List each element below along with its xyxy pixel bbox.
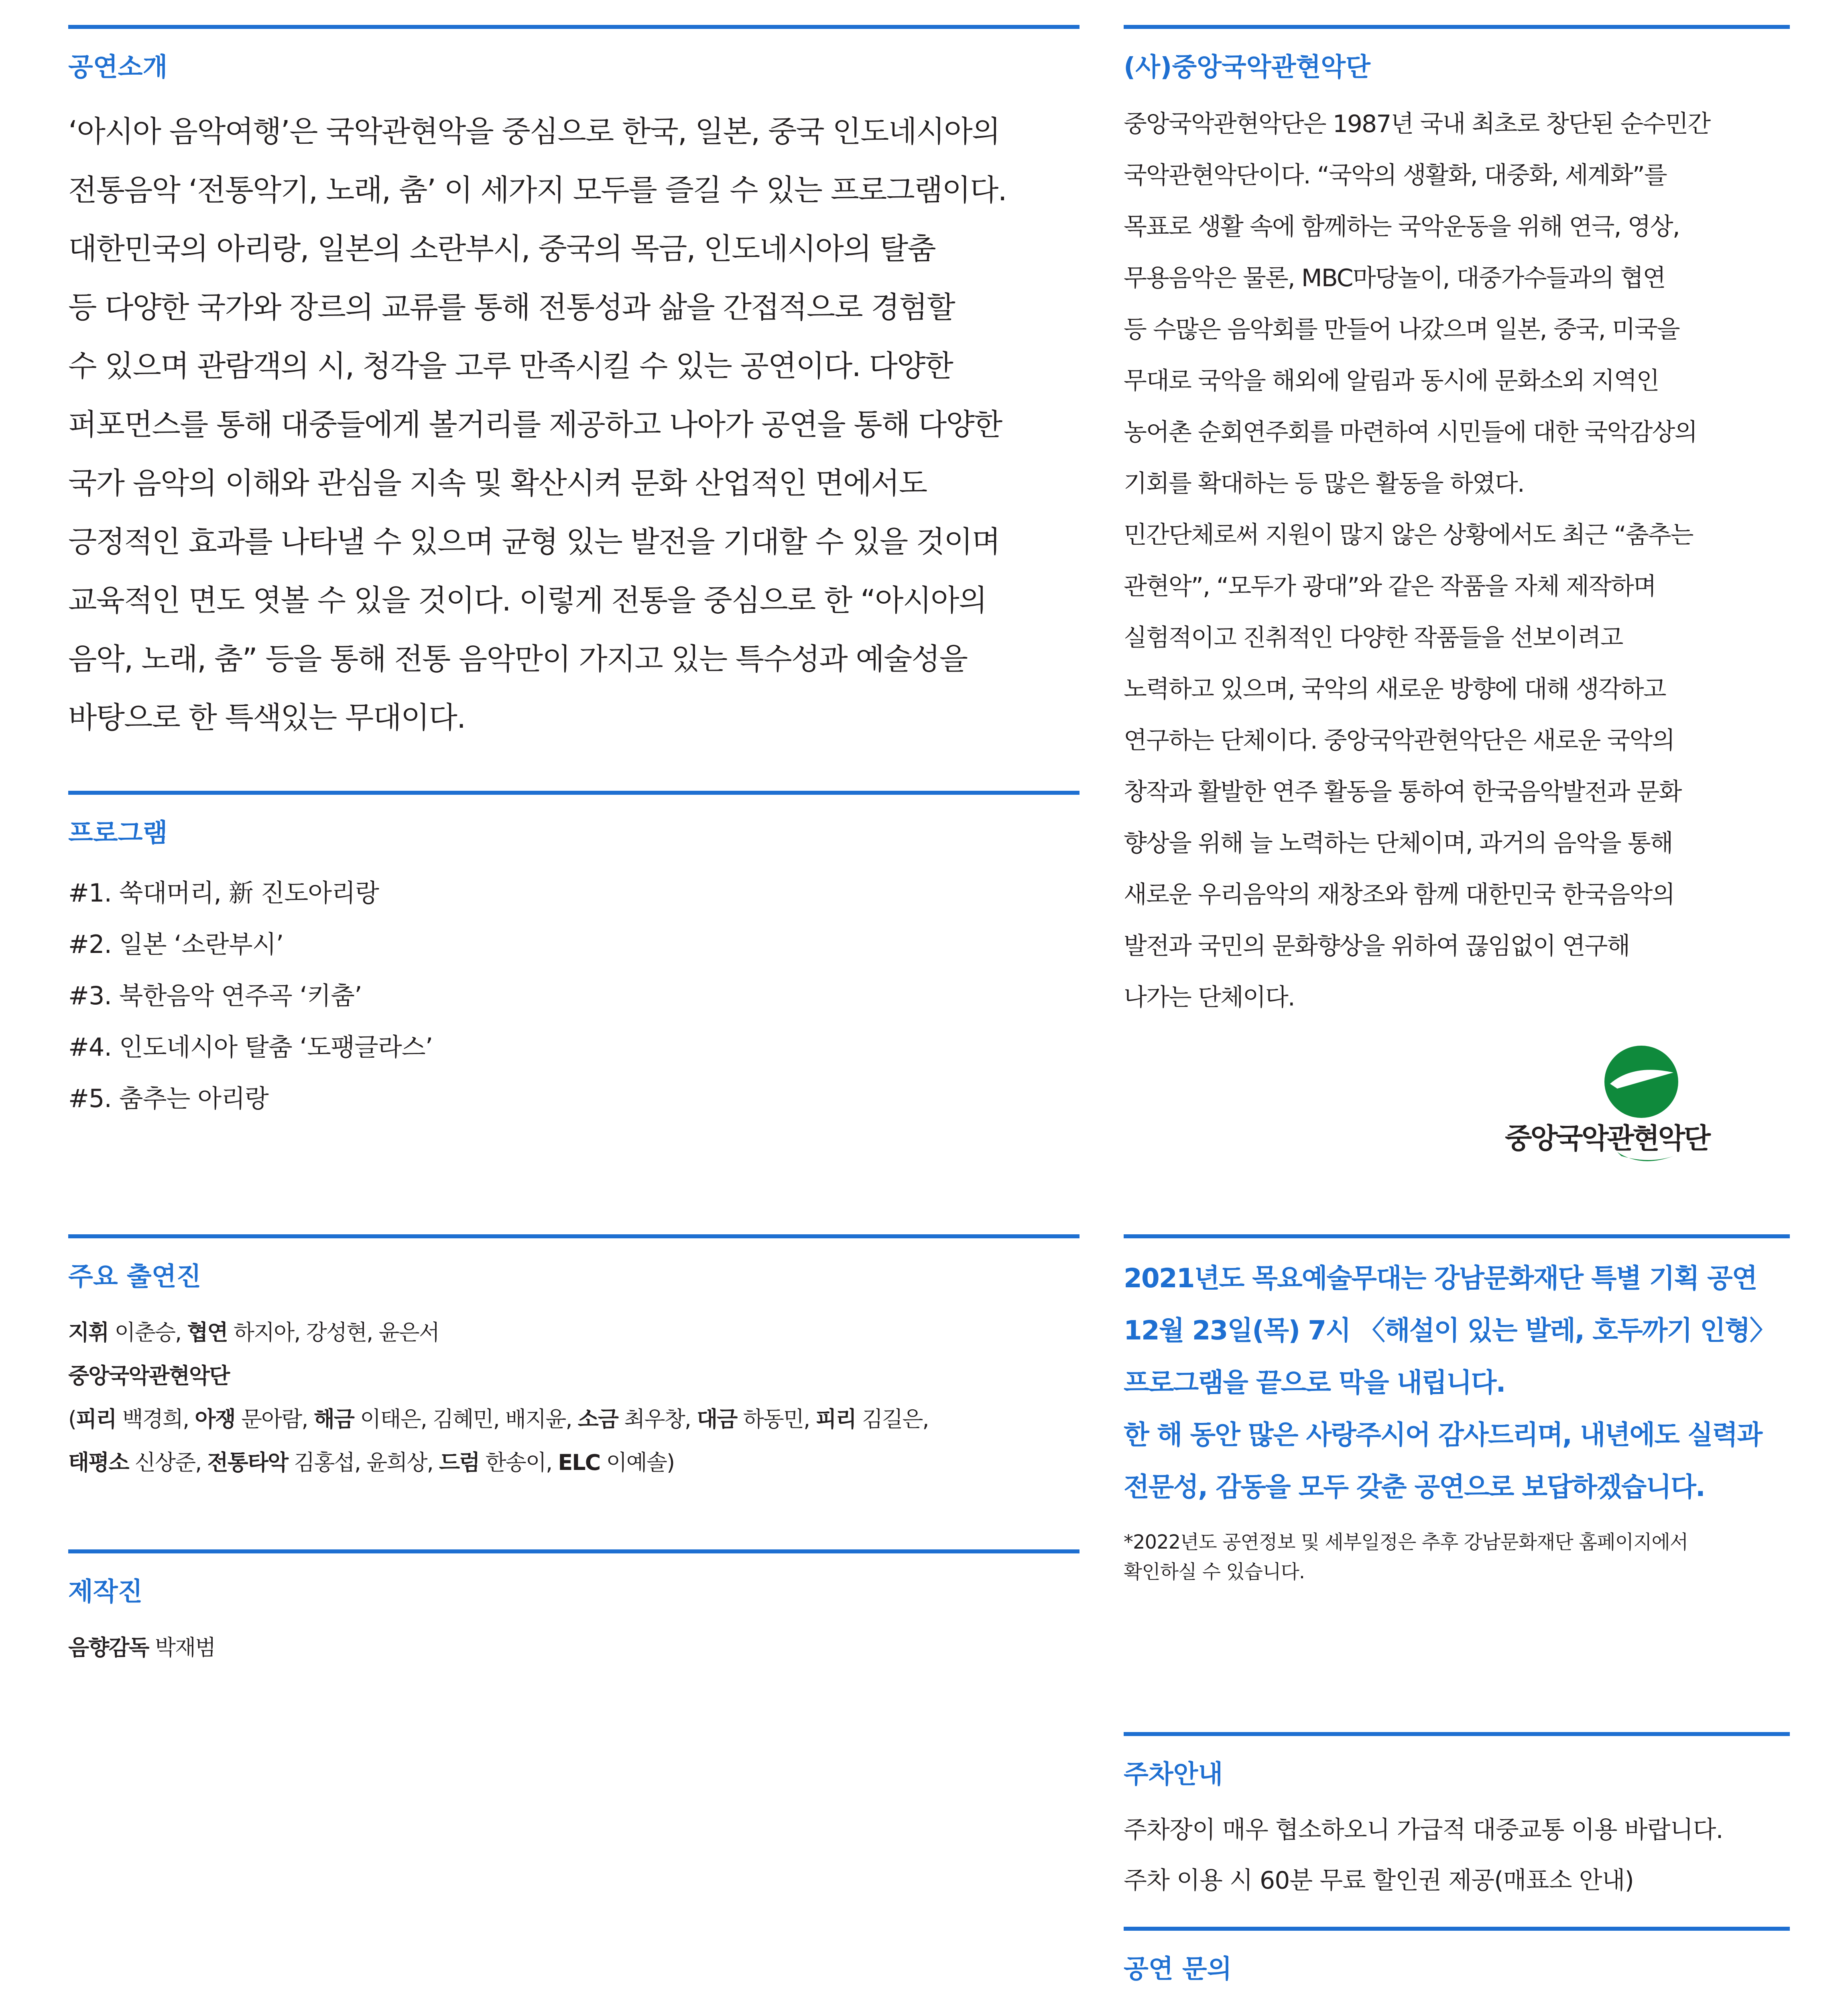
person-name: 문아람, xyxy=(241,1406,308,1432)
program-heading: 프로그램 xyxy=(68,818,168,848)
role-label: 음향감독 xyxy=(68,1635,149,1660)
parking-line: 주차 이용 시 60분 무료 할인권 제공(매표소 안내) xyxy=(1124,1866,1634,1895)
role-label: 지휘 xyxy=(68,1319,109,1345)
person-name: 하동민, xyxy=(743,1406,810,1432)
parking-section xyxy=(1124,1732,1790,1906)
cast-heading: 주요 출연진 xyxy=(68,1262,201,1292)
person-name: 박재범 xyxy=(155,1635,215,1660)
org-emblem-icon xyxy=(1497,1036,1786,1180)
parking-line: 주차장이 매우 협소하오니 가급적 대중교통 이용 바랍니다. xyxy=(1124,1816,1723,1844)
role-label: 전통타악 xyxy=(207,1449,288,1475)
parking-heading: 주차안내 xyxy=(1124,1760,1223,1789)
inquiry-text xyxy=(1124,1999,1790,2007)
staff-line xyxy=(68,1626,1080,1669)
role-label: 협연 xyxy=(187,1319,228,1345)
staff-section xyxy=(68,1549,1080,1669)
cast-list xyxy=(68,1311,1080,1484)
notice-footnote: *2022년도 공연정보 및 세부일정은 추후 강남문화재단 홈페이지에서 확인하실 수 있습니다. xyxy=(1124,1531,1688,1583)
program-item: #4. 인도네시아 탈춤 ‘도팽글라스’ xyxy=(68,1032,433,1062)
role-label: 대금 xyxy=(697,1406,737,1432)
cast-section xyxy=(68,1234,1080,1484)
role-label: 드럼 xyxy=(439,1449,480,1475)
person-name: 최우창, xyxy=(624,1406,691,1432)
role-label: ELC xyxy=(558,1449,600,1475)
person-name: 하지아, 강성현, 윤은서 xyxy=(233,1319,439,1345)
org-section xyxy=(1124,25,1790,1023)
intro-heading: 공연소개 xyxy=(68,53,168,82)
notice-section xyxy=(1124,1234,1790,1238)
cast-line-members: (피리 백경희, 아쟁 문아람, 해금 이태은, 김혜민, 배지윤, 소금 최우창, 대금 하동민, 피리 김길은, xyxy=(68,1406,929,1432)
program-item: #5. 춤추는 아리랑 xyxy=(68,1083,268,1113)
person-name: 백경희, xyxy=(122,1406,189,1432)
role-label: 피리 xyxy=(76,1406,116,1432)
program-item: #3. 북한음악 연주곡 ‘키춤’ xyxy=(68,981,362,1010)
orchestra-name: 중앙국악관현악단 xyxy=(68,1363,230,1388)
org-logo-text: 중앙국악관현악단 xyxy=(1505,1122,1709,1155)
role-label: 아쟁 xyxy=(195,1406,235,1432)
person-name: 이예솔) xyxy=(606,1449,675,1475)
intro-section xyxy=(68,25,1080,747)
org-text: 중앙국악관현악단은 1987년 국내 최초로 창단된 순수민간 국악관현악단이다. “국악의 생활화, 대중화, 세계화”를 목표로 생활 속에 함께하는 국악운동을 위해 연극, 영상, 무용음악은 물론, MBC마당놀이, 대중가수들과의 협연 등 수많은 음악회를 만들어 나갔으며 일본, 중국, 미국을 무대로 국악을 해외에 알림과 동시에 문화소외 지역인 농어촌 순회연주회를 마련하여 시민들에 대한 국악감상의 기회를 확대하는 등 많은 활동을 하였다. 민간단체로써 지원이 많지 않은 상황에서도 최근 “춤추는 관현악”, “모두가 광대”와 같은 작품을 자체 제작하며 실험적이고 진취적인 다양한 작품들을 선보이려고 노력하고 있으며, 국악의 새로운 방향에 대해 생각하고 연구하는 단체이다. 중앙국악관현악단은 새로운 국악의 창작과 활발한 연주 활동을 통하여 한국음악발전과 문화 향상을 위해 늘 노력하는 단체이며, 과거의 음악을 통해 새로운 우리음악의 재창조와 함께 대한민국 한국음악의 발전과 국민의 문화향상을 위하여 끊임없이 연구해 나가는 단체이다. xyxy=(1124,110,1710,1012)
program-item: #2. 일본 ‘소란부시’ xyxy=(68,929,284,959)
intro-text: ‘아시아 음악여행’은 국악관현악을 중심으로 한국, 일본, 중국 인도네시아의 전통음악 ‘전통악기, 노래, 춤’ 이 세가지 모두를 즐길 수 있는 프로그램이다. 대한민국의 아리랑, 일본의 소란부시, 중국의 목금, 인도네시아의 탈춤 등 다양한 국가와 장르의 교류를 통해 전통성과 삶을 간접적으로 경험할 수 있으며 관람객의 시, 청각을 고루 만족시킬 수 있는 공연이다. 다양한 퍼포먼스를 통해 대중들에게 볼거리를 제공하고 나아가 공연을 통해 다양한 국가 음악의 이해와 관심을 지속 및 확산시켜 문화 산업적인 면에서도 긍정적인 효과를 나타낼 수 있으며 균형 있는 발전을 기대할 수 있을 것이며 교육적인 면도 엿볼 수 있을 것이다. 이렇게 전통을 중심으로 한 “아시아의 음악, 노래, 춤” 등을 통해 전통 음악만이 가지고 있는 특수성과 예술성을 바탕으로 한 특색있는 무대이다. xyxy=(68,114,1006,735)
org-heading: (사)중앙국악관현악단 xyxy=(1124,53,1370,82)
cast-line-orchestra xyxy=(68,1354,1080,1398)
role-label: 피리 xyxy=(815,1406,856,1432)
program-list xyxy=(68,867,1080,1124)
person-name: 김길은, xyxy=(862,1406,929,1432)
person-name: 이춘승, xyxy=(114,1319,181,1345)
program-section xyxy=(68,791,1080,1124)
parking-text xyxy=(1124,1805,1790,1906)
org-logo xyxy=(1497,1036,1786,1180)
cast-line-conductor xyxy=(68,1311,1080,1354)
role-label: 해금 xyxy=(313,1406,354,1432)
staff-heading: 제작진 xyxy=(68,1577,143,1607)
inquiry-heading: 공연 문의 xyxy=(1124,1954,1232,1984)
role-label: 소금 xyxy=(577,1406,618,1432)
season-notice: 2021년도 목요예술무대는 강남문화재단 특별 기획 공연 12월 23일(목) 7시 〈해설이 있는 발레, 호두까기 인형〉 프로그램을 끝으로 막을 내립니다. 한 해 동안 많은 사랑주시어 감사드리며, 내년에도 실력과 전문성, 감동을 모두 갖춘 공연으로 보답하겠습니다. xyxy=(1124,1263,1775,1502)
inquiry-section xyxy=(1124,1927,1790,2007)
person-name: 이태은, 김혜민, 배지윤, xyxy=(360,1406,572,1432)
person-name: 한송이, xyxy=(485,1449,552,1475)
role-label: 태평소 xyxy=(68,1449,129,1475)
person-name: 김홍섭, 윤희상, xyxy=(294,1449,433,1475)
person-name: 신상준, xyxy=(134,1449,201,1475)
program-item: #1. 쑥대머리, 新 진도아리랑 xyxy=(68,878,379,908)
cast-line-members-2 xyxy=(68,1441,1080,1484)
